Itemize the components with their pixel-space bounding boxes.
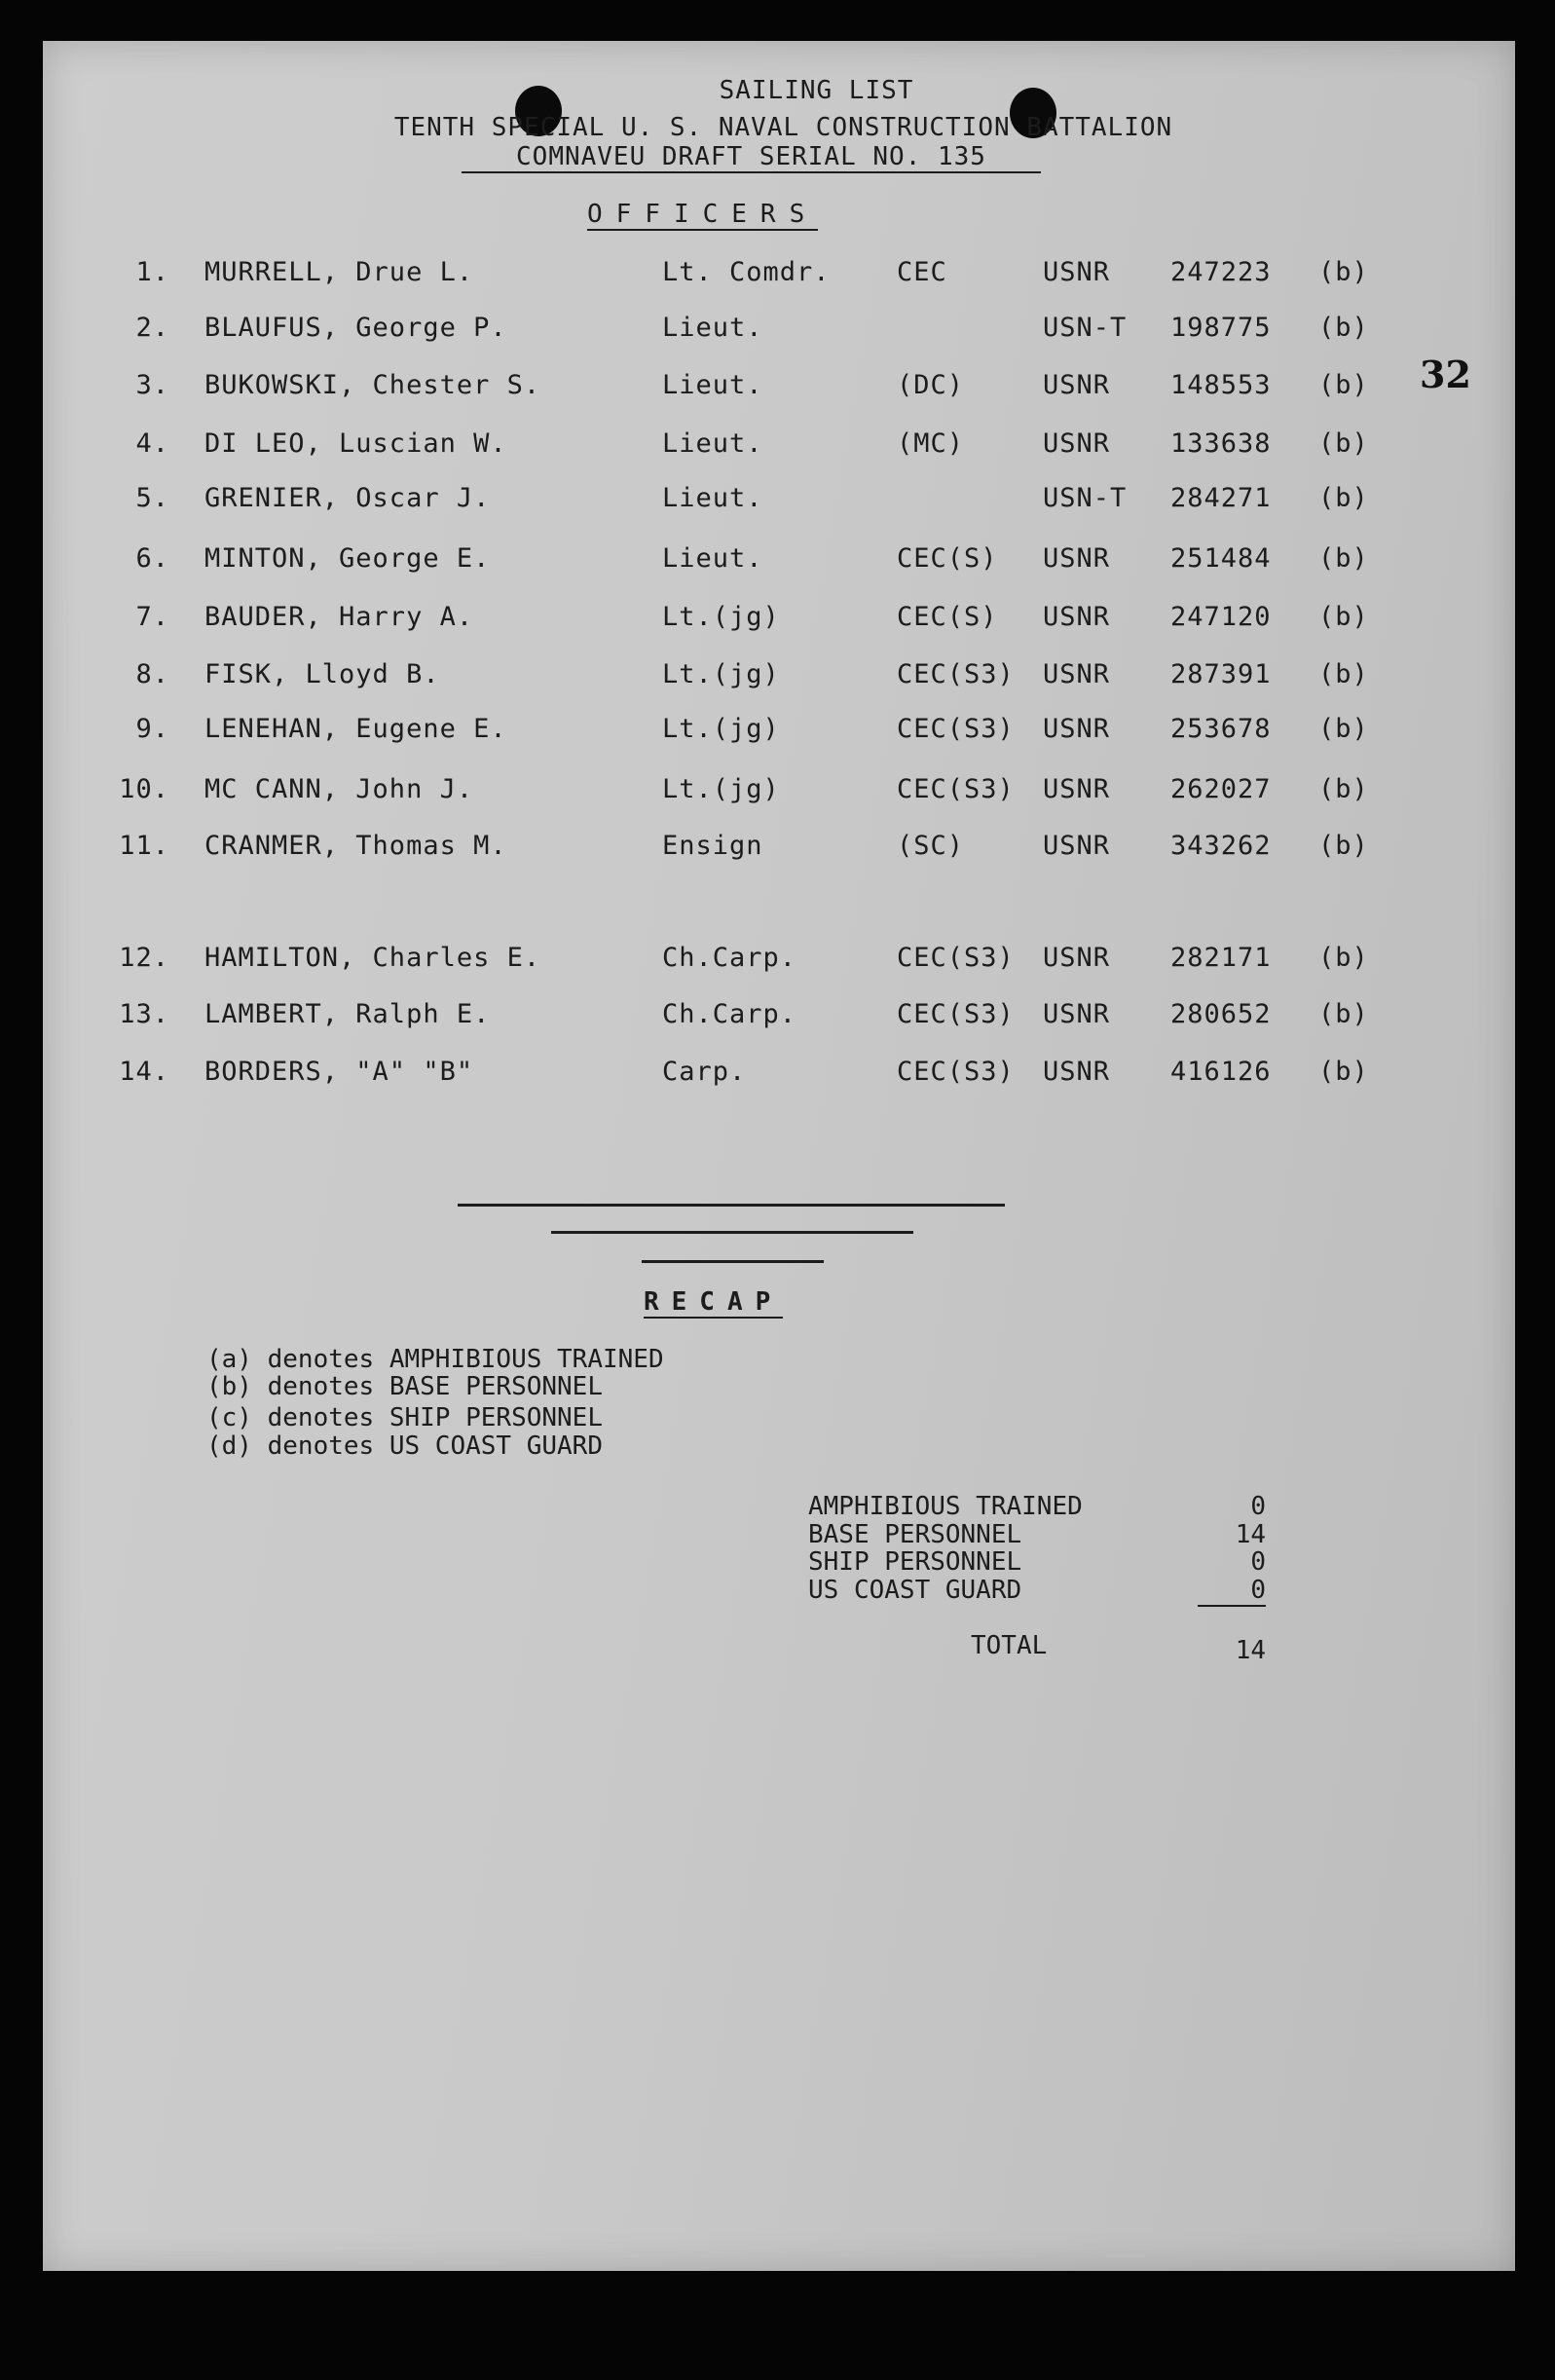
officer-row: [0, 774, 1555, 807]
recap-heading: RECAP: [644, 1287, 784, 1317]
legend-item: (b) denotes BASE PERSONNEL: [206, 1372, 603, 1401]
officer-name: CRANMER, Thomas M.: [204, 831, 507, 861]
officer-serial: 284271: [1170, 483, 1272, 513]
officer-number: 4.: [135, 428, 169, 459]
officer-row: [0, 370, 1555, 403]
officer-service: USNR: [1043, 999, 1111, 1029]
officer-serial: 343262: [1170, 831, 1272, 861]
officer-rank: Ch.Carp.: [662, 943, 797, 973]
title-battalion: TENTH SPECIAL U. S. NAVAL CONSTRUCTION BATTALION: [393, 113, 1173, 142]
summary-label: BASE PERSONNEL: [808, 1520, 1022, 1549]
officer-name: MURRELL, Drue L.: [204, 257, 474, 287]
officer-number: 2.: [135, 313, 169, 343]
officer-category: (b): [1318, 257, 1369, 287]
officer-row: [0, 257, 1555, 290]
officer-serial: 282171: [1170, 943, 1272, 973]
officer-serial: 247120: [1170, 602, 1272, 632]
officer-corps: CEC(S3): [897, 943, 1015, 973]
officer-name: LENEHAN, Eugene E.: [204, 714, 507, 744]
officer-service: USNR: [1043, 831, 1111, 861]
officer-number: 1.: [135, 257, 169, 287]
title-sailing-list: SAILING LIST: [719, 76, 914, 105]
officer-category: (b): [1318, 774, 1369, 804]
officer-number: 5.: [135, 483, 169, 513]
divider-rule-3: [642, 1260, 824, 1263]
officer-name: BAUDER, Harry A.: [204, 602, 474, 632]
officer-service: USNR: [1043, 714, 1111, 744]
officer-rank: Lieut.: [662, 543, 763, 574]
summary-value: 0: [1250, 1547, 1266, 1577]
summary-value: 0: [1250, 1492, 1266, 1521]
officer-category: (b): [1318, 483, 1369, 513]
legend-item: (d) denotes US COAST GUARD: [206, 1432, 603, 1461]
officer-rank: Lieut.: [662, 313, 763, 343]
officer-corps: (MC): [897, 428, 965, 459]
officer-serial: 287391: [1170, 659, 1272, 689]
officer-corps: CEC(S3): [897, 1057, 1015, 1087]
officer-category: (b): [1318, 831, 1369, 861]
officer-corps: CEC(S3): [897, 774, 1015, 804]
officer-corps: CEC(S3): [897, 714, 1015, 744]
officer-service: USNR: [1043, 543, 1111, 574]
officer-service: USN-T: [1043, 313, 1128, 343]
officer-number: 12.: [119, 943, 169, 973]
officer-service: USNR: [1043, 774, 1111, 804]
officer-rank: Lt.(jg): [662, 714, 780, 744]
officer-number: 6.: [135, 543, 169, 574]
officer-corps: (SC): [897, 831, 965, 861]
page-number: 32: [1420, 353, 1471, 396]
officer-name: HAMILTON, Charles E.: [204, 943, 541, 973]
officer-serial: 253678: [1170, 714, 1272, 744]
officer-row: [0, 602, 1555, 635]
officers-heading: OFFICERS: [587, 200, 819, 229]
officer-number: 7.: [135, 602, 169, 632]
officer-service: USNR: [1043, 428, 1111, 459]
officer-category: (b): [1318, 602, 1369, 632]
officer-serial: 198775: [1170, 313, 1272, 343]
officer-corps: CEC(S): [897, 602, 998, 632]
officer-row: [0, 831, 1555, 864]
officer-rank: Ensign: [662, 831, 763, 861]
officer-name: MC CANN, John J.: [204, 774, 474, 804]
officer-service: USN-T: [1043, 483, 1128, 513]
officer-number: 10.: [119, 774, 169, 804]
officer-rank: Lt.(jg): [662, 774, 780, 804]
officer-number: 14.: [119, 1057, 169, 1087]
officer-row: [0, 714, 1555, 747]
officer-number: 3.: [135, 370, 169, 400]
officer-name: BLAUFUS, George P.: [204, 313, 507, 343]
divider-rule-1: [458, 1204, 1005, 1207]
officer-name: FISK, Lloyd B.: [204, 659, 440, 689]
officer-corps: CEC(S): [897, 543, 998, 574]
officer-category: (b): [1318, 313, 1369, 343]
officer-category: (b): [1318, 1057, 1369, 1087]
summary-label: SHIP PERSONNEL: [808, 1547, 1022, 1577]
officer-service: USNR: [1043, 1057, 1111, 1087]
summary-value: 14: [1235, 1520, 1266, 1549]
officer-name: BORDERS, "A" "B": [204, 1057, 474, 1087]
officer-number: 11.: [119, 831, 169, 861]
officer-serial: 262027: [1170, 774, 1272, 804]
officer-corps: (DC): [897, 370, 965, 400]
summary-label: US COAST GUARD: [808, 1576, 1022, 1605]
officer-rank: Lieut.: [662, 428, 763, 459]
officer-number: 8.: [135, 659, 169, 689]
divider-rule-2: [551, 1231, 913, 1234]
officer-number: 9.: [135, 714, 169, 744]
officer-rank: Ch.Carp.: [662, 999, 797, 1029]
officer-row: [0, 313, 1555, 346]
officer-rank: Lt.(jg): [662, 659, 780, 689]
summary-label: AMPHIBIOUS TRAINED: [808, 1492, 1083, 1521]
officer-corps: CEC(S3): [897, 999, 1015, 1029]
officer-name: LAMBERT, Ralph E.: [204, 999, 491, 1029]
officer-category: (b): [1318, 543, 1369, 574]
officer-category: (b): [1318, 428, 1369, 459]
officer-row: [0, 659, 1555, 692]
officer-number: 13.: [119, 999, 169, 1029]
officer-category: (b): [1318, 659, 1369, 689]
officer-service: USNR: [1043, 943, 1111, 973]
officer-row: [0, 1057, 1555, 1090]
officer-rank: Lt. Comdr.: [662, 257, 831, 287]
officer-name: GRENIER, Oscar J.: [204, 483, 491, 513]
officer-corps: CEC(S3): [897, 659, 1015, 689]
officer-serial: 247223: [1170, 257, 1272, 287]
officer-row: [0, 428, 1555, 462]
officer-rank: Lieut.: [662, 370, 763, 400]
officer-category: (b): [1318, 943, 1369, 973]
officer-rank: Lieut.: [662, 483, 763, 513]
officer-rank: Lt.(jg): [662, 602, 780, 632]
legend-item: (a) denotes AMPHIBIOUS TRAINED: [206, 1345, 664, 1374]
officer-row: [0, 543, 1555, 576]
summary-value: 0: [1198, 1576, 1266, 1607]
title-draft-serial: COMNAVEU DRAFT SERIAL NO. 135: [462, 142, 1041, 173]
total-label: TOTAL: [971, 1631, 1048, 1660]
officer-category: (b): [1318, 999, 1369, 1029]
officer-serial: 251484: [1170, 543, 1272, 574]
total-value: 14: [1235, 1636, 1266, 1665]
officer-serial: 416126: [1170, 1057, 1272, 1087]
officer-serial: 133638: [1170, 428, 1272, 459]
officer-service: USNR: [1043, 370, 1111, 400]
officer-service: USNR: [1043, 602, 1111, 632]
officer-corps: CEC: [897, 257, 947, 287]
officer-serial: 148553: [1170, 370, 1272, 400]
officer-name: BUKOWSKI, Chester S.: [204, 370, 541, 400]
officer-name: MINTON, George E.: [204, 543, 491, 574]
officer-serial: 280652: [1170, 999, 1272, 1029]
officer-category: (b): [1318, 370, 1369, 400]
legend-item: (c) denotes SHIP PERSONNEL: [206, 1403, 603, 1432]
officer-service: USNR: [1043, 659, 1111, 689]
officer-category: (b): [1318, 714, 1369, 744]
officer-name: DI LEO, Luscian W.: [204, 428, 507, 459]
officer-row: [0, 483, 1555, 516]
officer-row: [0, 999, 1555, 1032]
officer-row: [0, 943, 1555, 976]
officer-rank: Carp.: [662, 1057, 747, 1087]
officer-service: USNR: [1043, 257, 1111, 287]
